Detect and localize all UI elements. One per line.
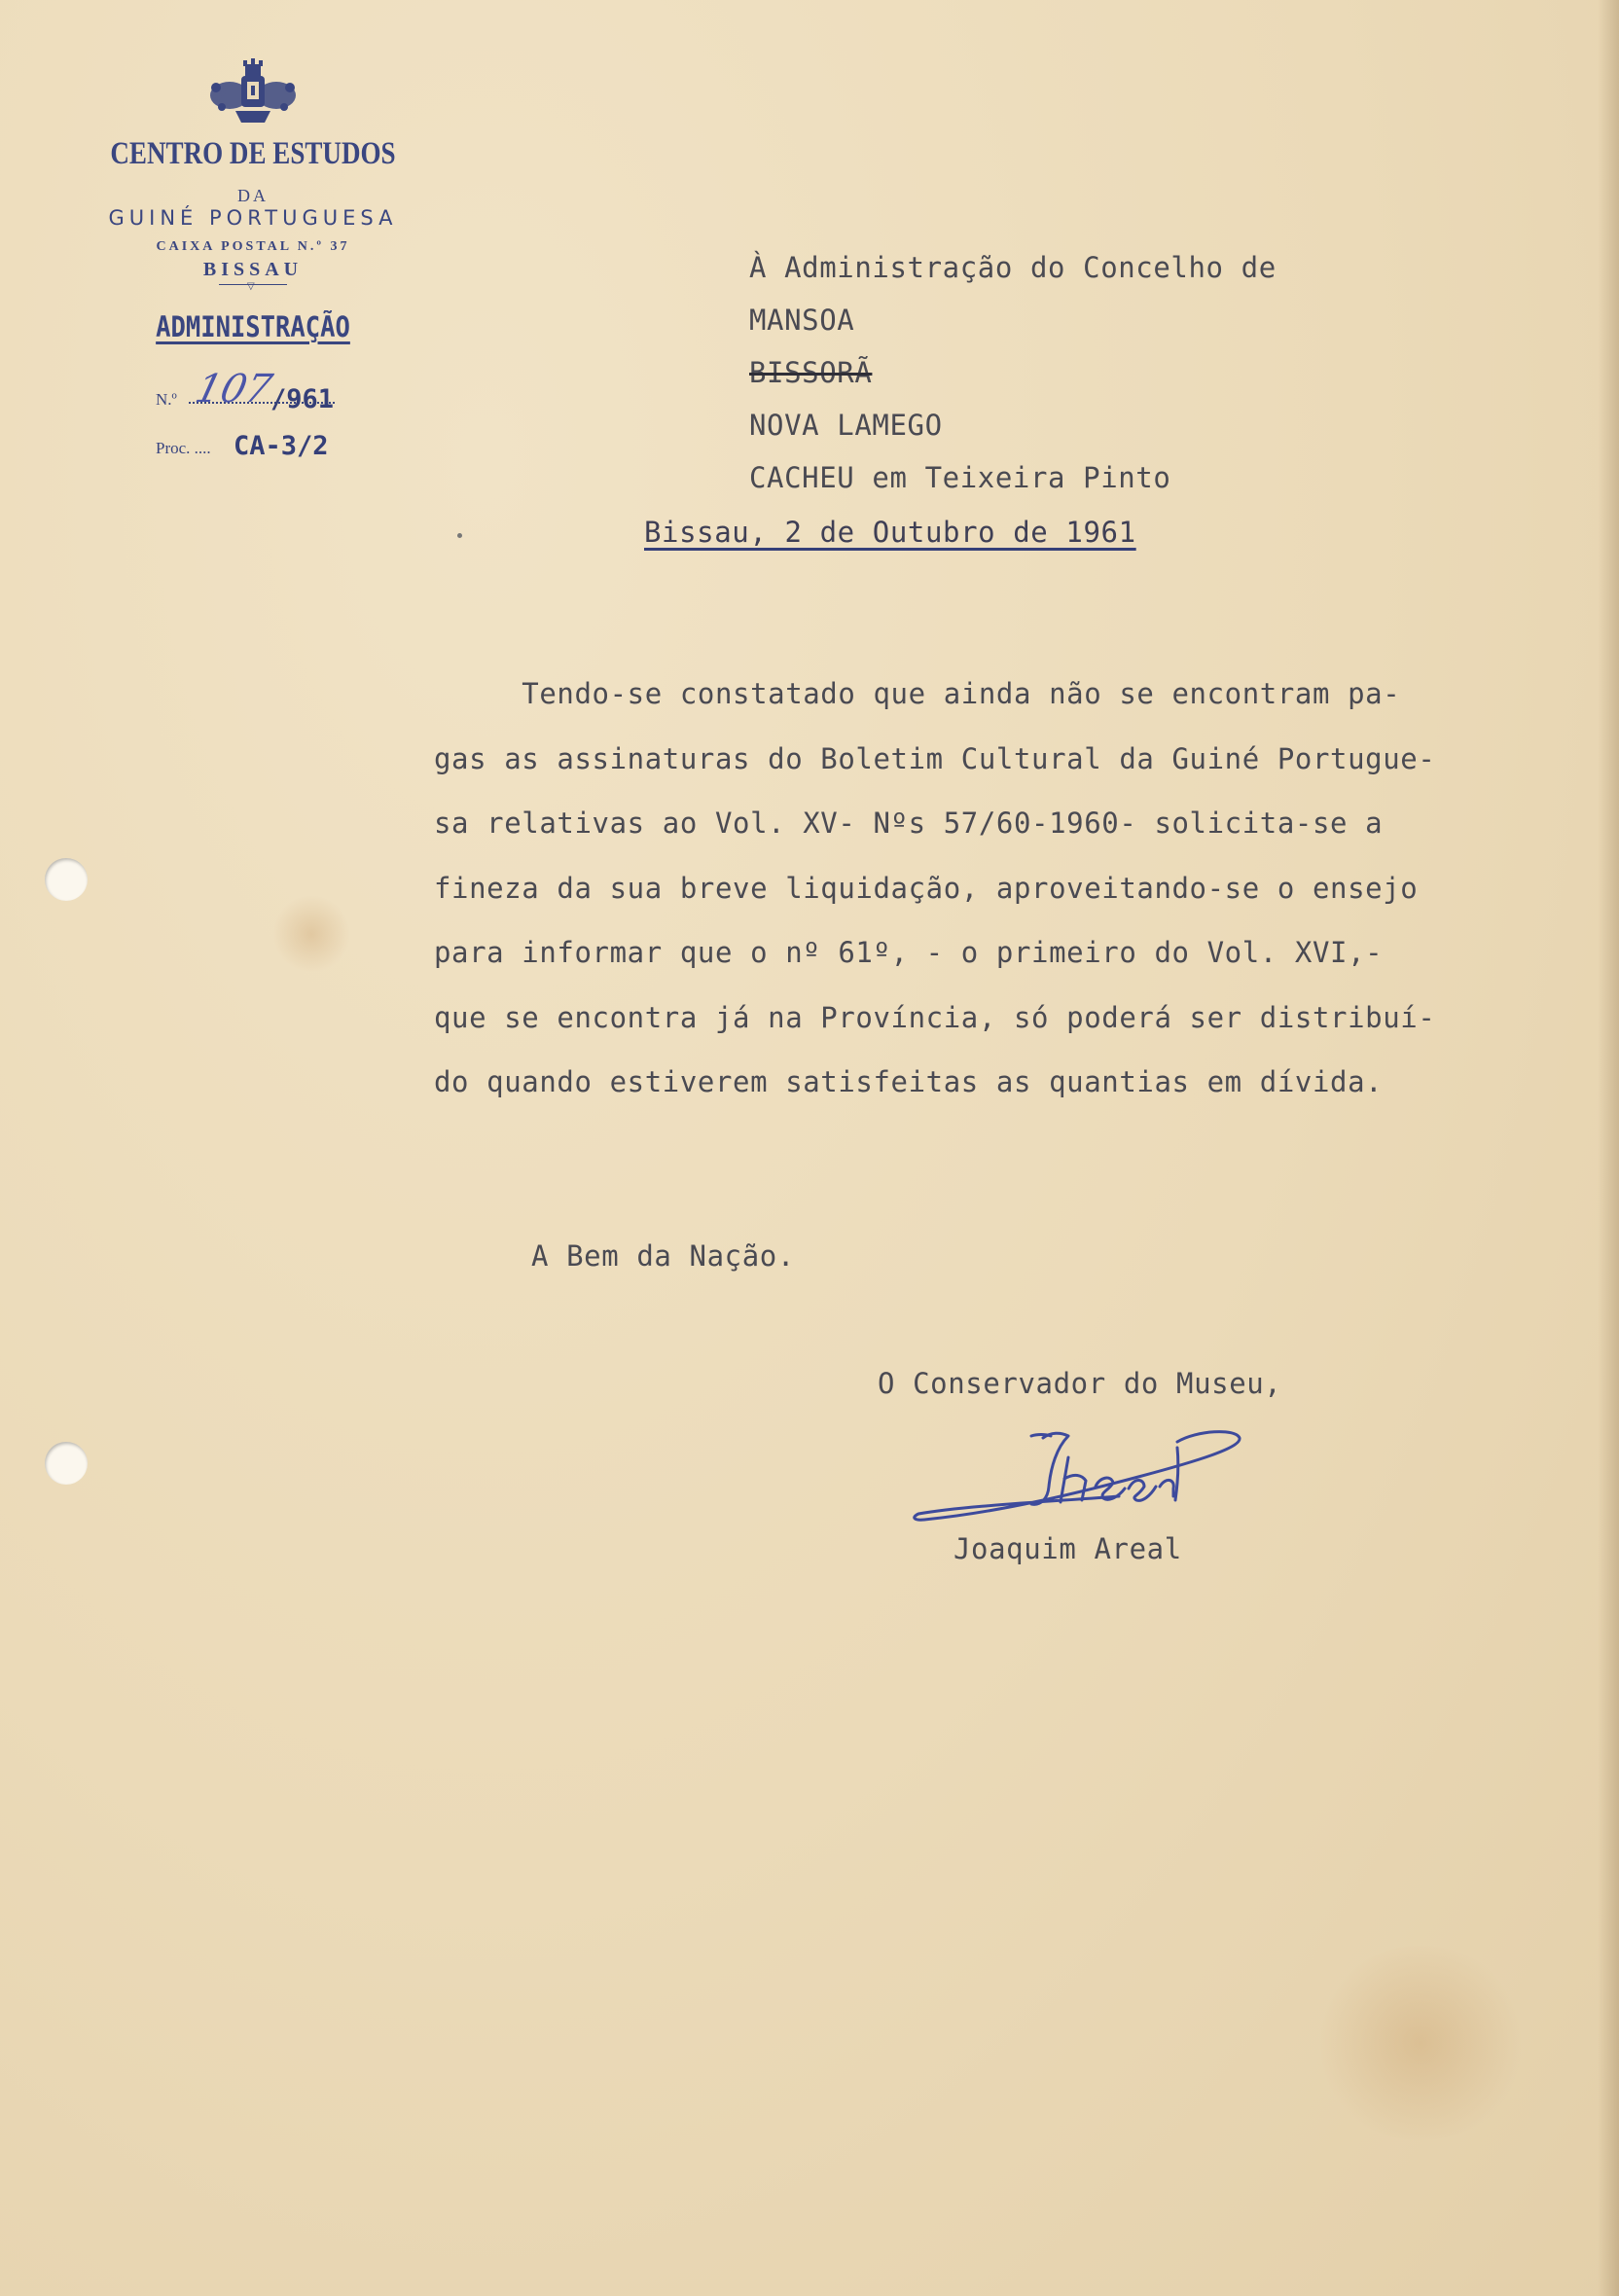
rule-ornament-icon: ▽ [247, 281, 255, 292]
addressee-line-3-struck: BISSORÃ [749, 356, 873, 389]
letterhead-guine: GUINÉ PORTUGUESA [108, 206, 398, 230]
stray-dot [457, 533, 462, 538]
reference-number-label: N.º [156, 390, 177, 409]
addressee-line-1: À Administração do Concelho de [749, 251, 1277, 284]
body-line-text: fineza da sua breve liquidação, aproveitando-se o ensejo [434, 871, 1419, 905]
addressee-line-5: CACHEU em Teixeira Pinto [749, 461, 1171, 494]
reference-number-year: /961 [270, 384, 335, 414]
punch-hole-top [45, 858, 88, 901]
body-line-text: do quando estiverem satisfeitas as quantias em dívida. [434, 1065, 1384, 1098]
letterhead-rule [219, 281, 287, 293]
stain-spot [272, 895, 350, 973]
letterhead-title: CENTRO DE ESTUDOS [110, 136, 396, 171]
addressee-line-4: NOVA LAMEGO [749, 409, 943, 442]
signer-name: Joaquim Areal [953, 1532, 1182, 1565]
punch-hole-bottom [45, 1442, 88, 1485]
closing-salutation: A Bem da Nação. [531, 1239, 795, 1273]
addressee-line-2: MANSOA [749, 304, 855, 337]
process-value: CA-3/2 [234, 431, 329, 461]
reference-number-handwritten: 107 [191, 367, 277, 412]
body-line-text: Tendo-se constatado que ainda não se encontram pa- [434, 677, 1401, 710]
letterhead-postal-box: CAIXA POSTAL N.º 37 [156, 239, 350, 254]
letterhead-da: DA [237, 186, 269, 205]
letterhead [78, 58, 428, 460]
handwritten-signature-icon [905, 1418, 1255, 1535]
process-label: Proc. .... [156, 439, 211, 457]
letterhead-department-stamp: ADMINISTRAÇÃO [156, 310, 350, 343]
letter-date: Bissau, 2 de Outubro de 1961 [644, 516, 1136, 549]
letterhead-city: BISSAU [202, 259, 304, 280]
stain-spot [1313, 1946, 1528, 2140]
signer-title: O Conservador do Museu, [878, 1367, 1282, 1400]
reference-number-line [156, 367, 428, 414]
body-line-text: que se encontra já na Província, só poderá ser distribuí- [434, 1000, 1436, 1034]
body-line-text: para informar que o nº 61º, - o primeiro do Vol. XVI,- [434, 936, 1384, 969]
coat-of-arms-icon [206, 58, 300, 126]
body-line-text: sa relativas ao Vol. XV- Nºs 57/60-1960- solicita-se a [434, 807, 1384, 840]
process-number-line [156, 421, 428, 460]
paper-edge-shadow [1598, 0, 1619, 2296]
body-line-text: gas as assinaturas do Boletim Cultural da Guiné Portugue- [434, 741, 1436, 775]
